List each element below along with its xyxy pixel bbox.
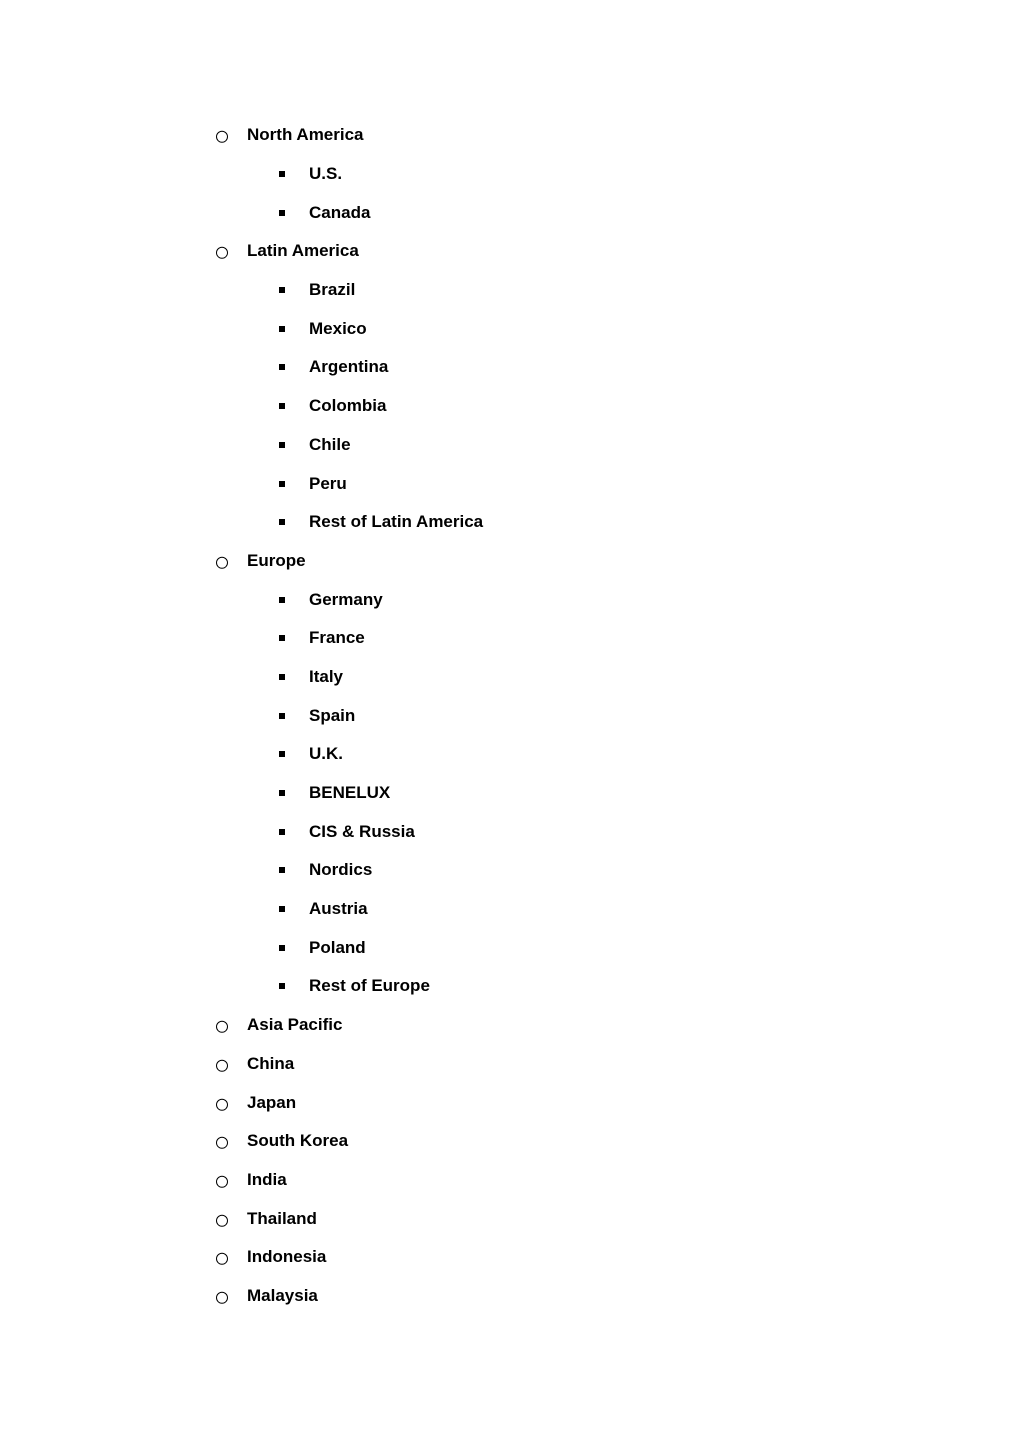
square-bullet-icon xyxy=(279,210,285,216)
outline-item-label: U.K. xyxy=(309,744,343,764)
outline-item-label: Colombia xyxy=(309,396,387,416)
outline-item-label: Thailand xyxy=(247,1208,317,1228)
hollow-circle-bullet-icon xyxy=(216,1098,228,1110)
hollow-circle-bullet-icon xyxy=(216,1060,228,1072)
outline-item-level2 xyxy=(0,155,1023,194)
square-bullet-icon xyxy=(279,635,285,641)
outline-item-label: India xyxy=(247,1169,287,1189)
square-bullet-icon xyxy=(279,829,285,835)
outline-item-level2 xyxy=(0,774,1023,813)
outline-item-label: Malaysia xyxy=(247,1285,318,1305)
outline-item-level2 xyxy=(0,580,1023,619)
outline-item-label: Poland xyxy=(309,937,366,957)
square-bullet-icon xyxy=(279,713,285,719)
outline-item-level1 xyxy=(0,116,1023,155)
outline-item-level2 xyxy=(0,348,1023,387)
outline-item-level2 xyxy=(0,309,1023,348)
outline-item-label: Canada xyxy=(309,202,371,222)
hollow-circle-bullet-icon xyxy=(216,557,228,569)
hollow-circle-bullet-icon xyxy=(216,1176,228,1188)
hollow-circle-bullet-icon xyxy=(216,247,228,259)
outline-item-level1 xyxy=(0,542,1023,581)
outline-item-label: China xyxy=(247,1053,295,1073)
square-bullet-icon xyxy=(279,751,285,757)
outline-item-label: U.S. xyxy=(309,164,343,184)
outline-item-label: Argentina xyxy=(309,357,389,377)
outline-item-level1 xyxy=(0,1045,1023,1084)
outline-item-level1 xyxy=(0,1006,1023,1045)
outline-item-label: Brazil xyxy=(309,280,356,300)
outline-item-level1 xyxy=(0,1161,1023,1200)
outline-item-label: Italy xyxy=(309,666,344,686)
outline-item-level2 xyxy=(0,426,1023,465)
outline-item-label: Peru xyxy=(309,473,347,493)
square-bullet-icon xyxy=(279,481,285,487)
outline-item-level2 xyxy=(0,619,1023,658)
outline-item-level2 xyxy=(0,812,1023,851)
square-bullet-icon xyxy=(279,171,285,177)
outline-item-label: Chile xyxy=(309,434,351,454)
outline-item-label: Asia Pacific xyxy=(247,1015,343,1035)
outline-item-label: Nordics xyxy=(309,860,373,880)
square-bullet-icon xyxy=(279,945,285,951)
square-bullet-icon xyxy=(279,906,285,912)
outline-item-label: Japan xyxy=(247,1092,297,1112)
outline-item-level2 xyxy=(0,658,1023,697)
outline-item-label: Rest of Europe xyxy=(309,976,430,996)
outline-item-label: Spain xyxy=(309,705,356,725)
square-bullet-icon xyxy=(279,287,285,293)
square-bullet-icon xyxy=(279,442,285,448)
square-bullet-icon xyxy=(279,790,285,796)
outline-item-level2 xyxy=(0,967,1023,1006)
outline-item-level1 xyxy=(0,1199,1023,1238)
outline-item-level1 xyxy=(0,232,1023,271)
outline-item-level1 xyxy=(0,1238,1023,1277)
outline-item-level2 xyxy=(0,928,1023,967)
square-bullet-icon xyxy=(279,326,285,332)
outline-item-level2 xyxy=(0,464,1023,503)
outline-item-level2 xyxy=(0,387,1023,426)
square-bullet-icon xyxy=(279,983,285,989)
square-bullet-icon xyxy=(279,867,285,873)
hollow-circle-bullet-icon xyxy=(216,1137,228,1149)
hollow-circle-bullet-icon xyxy=(216,1292,228,1304)
hollow-circle-bullet-icon xyxy=(216,131,228,143)
hollow-circle-bullet-icon xyxy=(216,1021,228,1033)
outline-item-level2 xyxy=(0,193,1023,232)
square-bullet-icon xyxy=(279,364,285,370)
outline-item-label: Germany xyxy=(309,589,383,609)
outline-item-level2 xyxy=(0,503,1023,542)
outline-item-label: Austria xyxy=(309,899,368,919)
outline-item-label: Mexico xyxy=(309,318,367,338)
outline-item-level2 xyxy=(0,851,1023,890)
outline-item-label: North America xyxy=(247,125,364,145)
outline-item-label: BENELUX xyxy=(309,783,391,803)
square-bullet-icon xyxy=(279,403,285,409)
outline-item-level2 xyxy=(0,735,1023,774)
region-outline-list xyxy=(0,116,1023,1315)
outline-item-label: CIS & Russia xyxy=(309,821,415,841)
square-bullet-icon xyxy=(279,519,285,525)
outline-item-label: South Korea xyxy=(247,1131,349,1151)
outline-item-level1 xyxy=(0,1122,1023,1161)
square-bullet-icon xyxy=(279,597,285,603)
outline-item-label: France xyxy=(309,628,365,648)
outline-item-label: Europe xyxy=(247,550,306,570)
outline-item-label: Indonesia xyxy=(247,1247,327,1267)
outline-item-level1 xyxy=(0,1277,1023,1316)
outline-item-level2 xyxy=(0,271,1023,310)
square-bullet-icon xyxy=(279,674,285,680)
outline-item-label: Rest of Latin America xyxy=(309,512,484,532)
outline-item-label: Latin America xyxy=(247,241,359,261)
hollow-circle-bullet-icon xyxy=(216,1214,228,1226)
outline-item-level1 xyxy=(0,1083,1023,1122)
outline-item-level2 xyxy=(0,890,1023,929)
hollow-circle-bullet-icon xyxy=(216,1253,228,1265)
outline-item-level2 xyxy=(0,696,1023,735)
